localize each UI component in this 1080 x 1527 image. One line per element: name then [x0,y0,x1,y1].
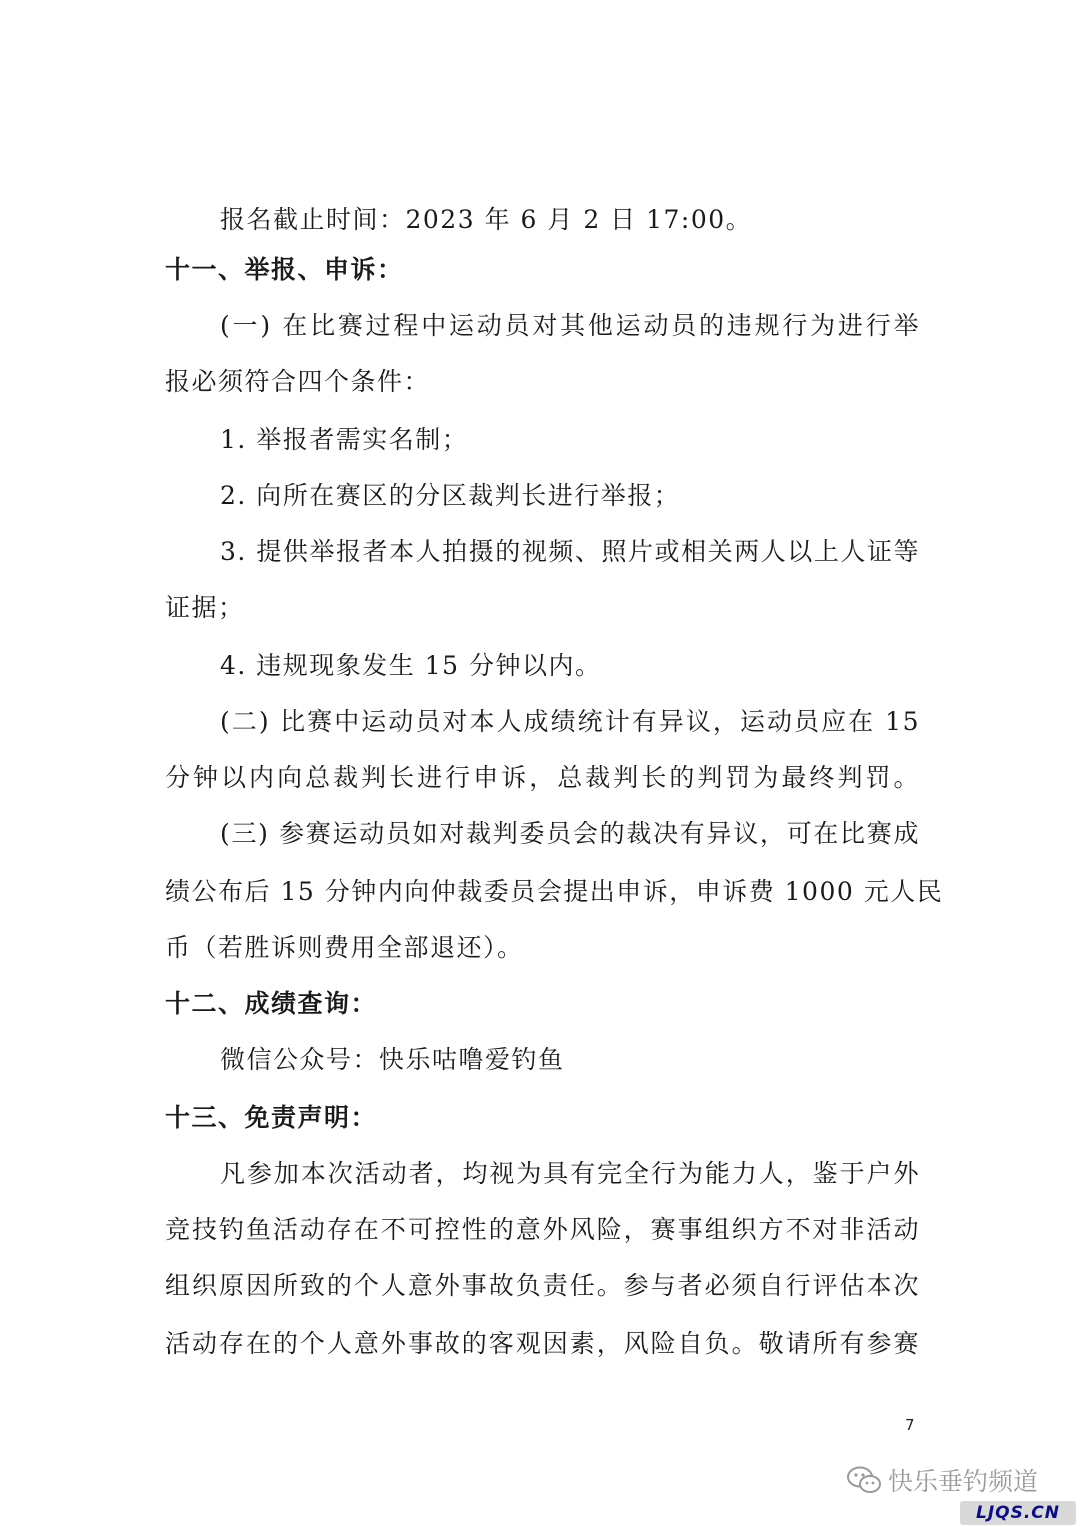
wechat-icon [846,1465,882,1495]
paragraph-line: 绩公布后 15 分钟内向仲裁委员会提出申诉，申诉费 1000 元人民 [165,877,944,906]
paragraph-line: 币（若胜诉则费用全部退还）。 [165,933,524,962]
list-item: 2. 向所在赛区的分区裁判长进行举报； [220,481,681,510]
section-heading-report-appeal: 十一、举报、申诉： [165,255,404,284]
section-heading-disclaimer: 十三、免责声明： [165,1103,378,1132]
site-badge[interactable]: LJQS.CN [960,1501,1076,1525]
paragraph-line: 组织原因所致的个人意外事故负责任。参与者必须自行评估本次 [165,1271,920,1300]
paragraph-line: 分钟以内向总裁判长进行申诉，总裁判长的判罚为最终判罚。 [165,763,920,792]
paragraph-line: 报必须符合四个条件： [165,367,431,396]
paragraph-line: 证据； [165,593,245,622]
paragraph-line: 竞技钓鱼活动存在不可控性的意外风险，赛事组织方不对非活动 [165,1215,920,1244]
channel-watermark [846,1462,1038,1498]
list-item: 1. 举报者需实名制； [220,425,469,454]
paragraph-line: (三) 参赛运动员如对裁判委员会的裁决有异议，可在比赛成 [220,819,920,848]
page-number: 7 [905,1416,915,1434]
paragraph-line: 凡参加本次活动者，均视为具有完全行为能力人，鉴于户外 [220,1159,920,1188]
section-heading-results-query: 十二、成绩查询： [165,989,378,1018]
wechat-account-line: 微信公众号：快乐咕噜爱钓鱼 [220,1045,565,1074]
list-item: 3. 提供举报者本人拍摄的视频、照片或相关两人以上人证等 [220,537,920,566]
registration-deadline: 报名截止时间：2023 年 6 月 2 日 17:00。 [220,205,753,234]
paragraph-line: (一) 在比赛过程中运动员对其他运动员的违规行为进行举 [220,311,920,340]
paragraph-line: (二) 比赛中运动员对本人成绩统计有异议，运动员应在 15 [220,707,920,736]
list-item: 4. 违规现象发生 15 分钟以内。 [220,651,602,680]
paragraph-line: 活动存在的个人意外事故的客观因素，风险自负。敬请所有参赛 [165,1329,920,1358]
watermark-text: 快乐垂钓频道 [888,1467,1039,1496]
